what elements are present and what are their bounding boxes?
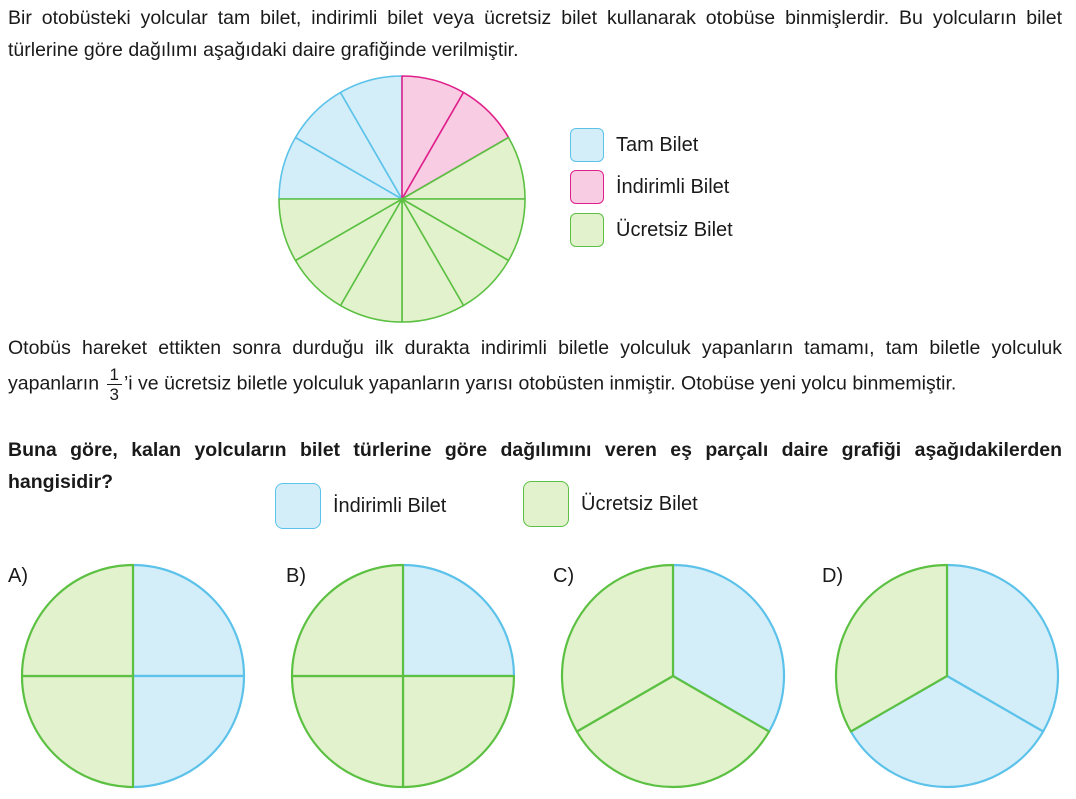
fraction-one-third xyxy=(107,365,122,404)
pie-slice-green xyxy=(292,565,403,676)
option-a-label[interactable]: A) xyxy=(8,565,28,587)
option-a-pie-chart[interactable] xyxy=(20,563,246,789)
option-b-label[interactable]: B) xyxy=(286,565,306,587)
question-intro: Bir otobüsteki yolcular tam bilet, indirimli bilet veya ücretsiz bilet kullanarak otobüse binmişlerdir. Bu yolcuların bilet türlerine göre dağılımı aşağıdaki daire grafiğinde verilmiştir. xyxy=(8,7,1062,61)
legend-swatch-pink xyxy=(570,170,604,204)
answer-legend-indirimli xyxy=(275,483,446,529)
legend-label: Ücretsiz Bilet xyxy=(616,218,733,241)
question-middle xyxy=(8,332,1062,404)
legend-label: İndirimli Bilet xyxy=(616,175,730,198)
pie-slice-green xyxy=(22,676,133,787)
main-pie-chart xyxy=(277,74,527,324)
middle-text-2: ’i ve ücretsiz biletle yolculuk yapanların yarısı otobüsten inmiştir. Otobüse yeni yolcu binmemiştir. xyxy=(123,372,957,395)
pie-slice-blue xyxy=(133,676,244,787)
option-b-pie-chart[interactable] xyxy=(290,563,516,789)
legend-swatch-green xyxy=(570,213,604,247)
legend-ucretsiz-bilet xyxy=(570,213,733,247)
pie-slice-green xyxy=(292,676,403,787)
legend-swatch-blue xyxy=(275,483,321,529)
pie-slice-blue xyxy=(133,565,244,676)
legend-label: Ücretsiz Bilet xyxy=(581,492,698,515)
pie-slice-blue xyxy=(403,565,514,676)
option-c-pie-chart[interactable] xyxy=(560,563,786,789)
legend-label: Tam Bilet xyxy=(616,133,699,156)
question-prompt: Buna göre, kalan yolcuların bilet türlerine göre dağılımını veren eş parçalı daire grafiği aşağıdakilerden hangisidir? xyxy=(8,439,1062,493)
legend-swatch-green xyxy=(523,481,569,527)
middle-text-1: Otobüs hareket ettikten sonra durduğu ilk durakta indirimli biletle yolculuk yapanların tamamı, tam biletle yolculuk yapanların xyxy=(8,337,1062,395)
legend-swatch-blue xyxy=(570,128,604,162)
pie-slice-green xyxy=(22,565,133,676)
option-c-label[interactable]: C) xyxy=(553,565,575,587)
legend-tam-bilet xyxy=(570,128,698,162)
answer-legend-ucretsiz xyxy=(523,481,698,527)
option-d-pie-chart[interactable] xyxy=(834,563,1060,789)
pie-slice-green xyxy=(403,676,514,787)
fraction-numerator: 1 xyxy=(107,365,122,385)
legend-label: İndirimli Bilet xyxy=(333,494,447,517)
legend-indirimli-bilet xyxy=(570,170,729,204)
fraction-denominator: 3 xyxy=(109,385,119,404)
option-d-label[interactable]: D) xyxy=(822,565,844,587)
